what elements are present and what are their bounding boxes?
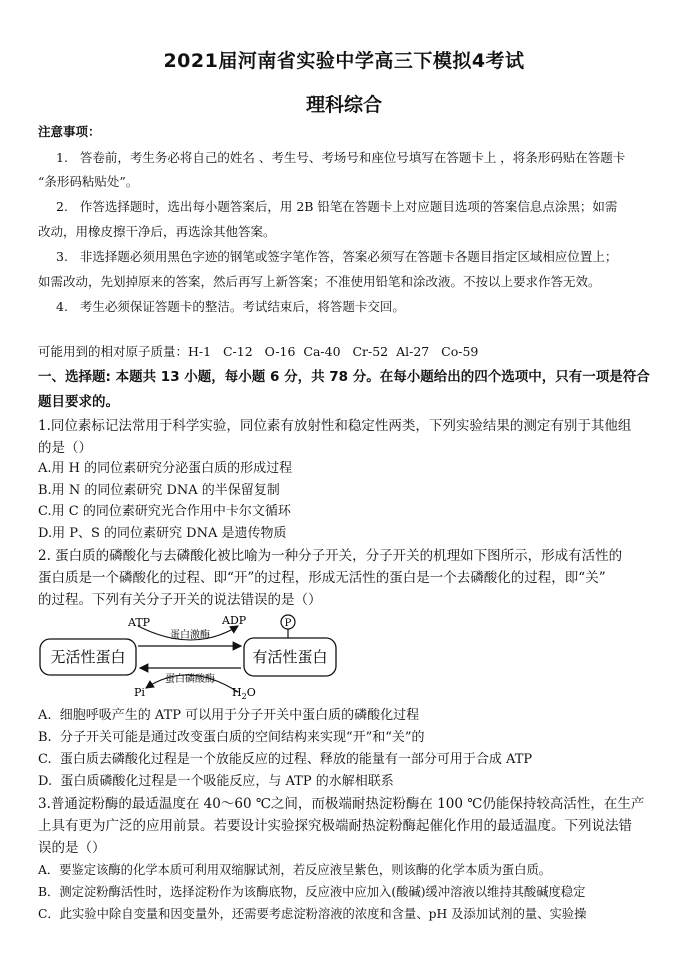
q3-option-b: B．测定淀粉酶活性时，选择淀粉作为该酶底物，反应液中应加入(酸碱)缓冲溶液以维持其酸碱度稳定 (38, 885, 586, 899)
notice-item-4: 4. 考生必须保证答题卡的整洁。考试结束后，将答题卡交回。 (56, 299, 405, 314)
q2-option-a: A. 细胞呼吸产生的 ATP 可以用于分子开关中蛋白质的磷酸化过程 (38, 708, 420, 723)
molecular-switch-diagram (38, 612, 358, 704)
q1-option-d: D.用 P、S 的同位素研究 DNA 是遗传物质 (38, 526, 287, 541)
q2-option-c: C. 蛋白质去磷酸化过程是一个放能反应的过程、释放的能量有一部分可用于合成 ATP (38, 752, 533, 767)
notice-item-1-line-2: “条形码粘贴处”。 (38, 174, 139, 189)
notice-item-2-line-1: 2. 作答选择题时，选出每小题答案后，用 2B 铅笔在答题卡上对应题目选项的答案信息点涂黑；如需 (56, 199, 618, 214)
water-label: $H_2O$ (232, 686, 256, 701)
exam-subject: 理科综合 (305, 94, 382, 116)
q1-stem-line-1: 1.同位素标记法常用于科学实验，同位素有放射性和稳定性两类，下列实验结果的测定有别于其他组 (38, 418, 632, 434)
atomic-masses: 可能用到的相对原子质量：H-1 C-12 O-16 Ca-40 Cr-52 Al-27 Co-59 (38, 344, 479, 359)
notice-item-3-line-2: 如需改动，先划掉原来的答案，然后再写上新答案；不准使用铅笔和涂改液。不按以上要求作答无效。 (38, 274, 601, 289)
notice-heading: 注意事项： (38, 124, 101, 139)
atp-label: ATP (128, 616, 151, 629)
section-heading-line-1: 一、选择题: 本题共 13 小题，每小题 6 分，共 78 分。在每小题给出的四个选项中，只有一项是符合 (38, 369, 650, 385)
q3-option-c: C．此实验中除自变量和因变量外，还需要考虑淀粉溶液的浓度和含量、pH 及添加试剂的量、实验操 (38, 907, 587, 921)
inactive-protein-label: 无活性蛋白 (50, 648, 126, 666)
notice-item-1-line-1: 1. 答卷前，考生务必将自己的姓名 、考生号、考场号和座位号填写在答题卡上 ，将条形码贴在答题卡 (56, 150, 626, 165)
phosphate-label: P (284, 618, 292, 629)
pi-label: Pi (134, 686, 145, 699)
notice-item-3-line-1: 3. 非选择题必须用黑色字迹的钢笔或签字笔作答，答案必须写在答题卡各题目指定区域相应位置上； (56, 249, 618, 264)
notice-item-2-line-2: 改动，用橡皮擦干净后，再选涂其他答案。 (38, 224, 276, 239)
q3-stem-line-2: 上具有更为广泛的应用前景。若要设计实验探究极端耐热淀粉酶起催化作用的最适温度。下列说法错 (38, 818, 632, 834)
q1-option-b: B.用 N 的同位素研究 DNA 的半保留复制 (38, 483, 280, 498)
q1-option-c: C.用 C 的同位素研究光合作用中卡尔文循环 (38, 504, 291, 519)
q3-stem-line-3: 误的是（） (38, 840, 106, 856)
q2-option-d: D. 蛋白质磷酸化过程是一个吸能反应，与 ATP 的水解相联系 (38, 774, 394, 789)
phosphatase-label: 蛋白磷酸酶 (165, 674, 215, 685)
q3-option-a: A．要鉴定该酶的化学本质可利用双缩脲试剂，若反应液呈紫色，则该酶的化学本质为蛋白质。 (38, 863, 552, 877)
active-protein-label: 有活性蛋白 (252, 648, 328, 666)
q3-stem-line-1: 3.普通淀粉酶的最适温度在 40～60 ℃之间，而极端耐热淀粉酶在 100 ℃仍能保持较高活性，在生产 (38, 796, 645, 812)
q2-stem-line-3: 的过程。下列有关分子开关的说法错误的是（） (38, 592, 322, 608)
q2-stem-line-1: 2. 蛋白质的磷酸化与去磷酸化被比喻为一种分子开关，分子开关的机理如下图所示，形成有活性的 (38, 548, 623, 564)
q2-option-b: B. 分子开关可能是通过改变蛋白质的空间结构来实现“开”和“关”的 (38, 730, 425, 745)
q1-option-a: A.用 H 的同位素研究分泌蛋白质的形成过程 (38, 461, 293, 476)
section-heading-line-2: 题目要求的。 (38, 394, 119, 410)
exam-title: 2021届河南省实验中学高三下模拟4考试 (163, 50, 525, 72)
kinase-label: 蛋白激酶 (170, 630, 210, 641)
adp-label: ADP (222, 614, 247, 627)
q2-stem-line-2: 蛋白质是一个磷酸化的过程、即“开”的过程，形成无活性的蛋白是一个去磷酸化的过程，即“关” (38, 570, 606, 586)
q1-stem-line-2: 的是（） (38, 440, 92, 456)
